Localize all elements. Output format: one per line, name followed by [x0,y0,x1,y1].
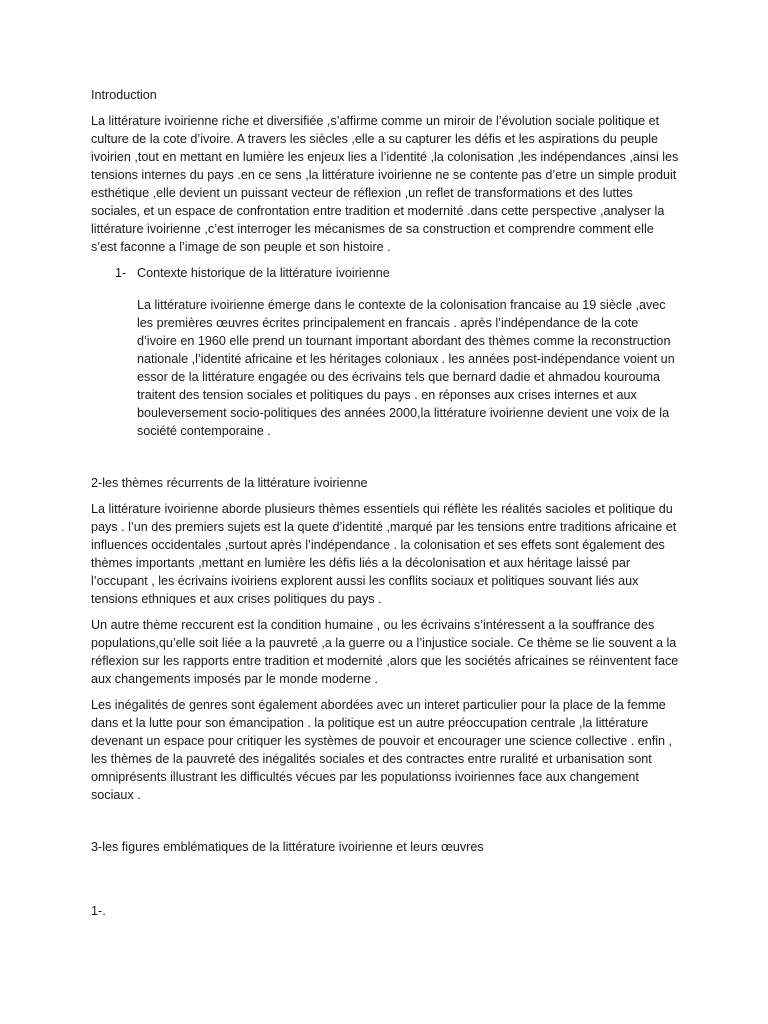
section3-list-item: 1-. [91,904,106,918]
section1-number: 1- [115,266,127,280]
document-page [91,86,681,920]
section2-paragraph-3: Les inégalités de genres sont également abordées avec un interet particulier pour la place de la femme dans et la lutte pour son émancipation . la politique est un autre préoccupation centrale ,la littérature devenant un espace pour critiquer les systèmes de pouvoir et encourager une science collective . enfin , les thèmes de la pauvreté des inégalités sociales et des contractes entre ruralité et urbanisation sont omniprésents illustrant les difficultés vécues par les populationss ivoiriennes face aux changement sociaux . [91,698,673,802]
section2-paragraph-1: La littérature ivoirienne aborde plusieurs thèmes essentiels qui réflète les réalités sacioles et politique du pays . l’un des premiers sujets est la quete d’identité ,marqué par les tensions entre traditions africaine et influences occidentales ,surtout après l’indépendance . la colonisation et ses effets sont également des thèmes importants ,mettant en lumière les défis liés a la décolonisation et aux héritage laissé par l’occupant , les écrivains ivoiriens explorent aussi les conflits sociaux et politiques souvant liés aux tensions ethniques et aux crises politiques du pays . [91,502,677,606]
section2-heading: 2-les thèmes récurrents de la littérature ivoirienne [91,476,368,490]
section2-paragraph-2: Un autre thème reccurent est la condition humaine , ou les écrivains s’intéressent a la souffrance des populations,qu’elle soit liée a la pauvreté ,a la guerre ou a l’injustice sociale. Ce thème se lie souvent a la réflexion sur les rapports entre tradition et modernité ,alors que les sociétés africaines se réinventent face aux changements imposés par le monde moderne . [91,618,679,686]
section3-heading: 3-les figures emblématiques de la littérature ivoirienne et leurs œuvres [91,840,484,854]
section1-title: Contexte historique de la littérature ivoirienne [137,266,390,280]
section1-paragraph: La littérature ivoirienne émerge dans le contexte de la colonisation francaise au 19 siècle ,avec les premières œuvres écrites principalement en francais . après l’indépendance de la cote d’ivoire en 1960 elle prend un tournant important abordant des thèmes comme la reconstruction nationale ,l’identité africaine et les héritages coloniaux . les années post-indépendance voient un essor de la littérature engagée ou des écrivains tels que bernard dadie et ahmadou kourouma traitent des tension sociales et politiques du pays . en réponses aux crises internes et aux bouleversement socio-politiques des années 2000,la littérature ivoirienne devient une voix de la société contemporaine . [137,298,675,438]
section1-heading [115,264,681,282]
intro-title: Introduction [91,88,157,102]
intro-paragraph: La littérature ivoirienne riche et diversifiée ,s’affirme comme un miroir de l’évolution sociale politique et culture de la cote d’ivoire. A travers les siècles ,elle a su capturer les défis et les aspirations du peuple ivoirien ,tout en mettant en lumière les enjeux lies a l’identité ,la colonisation ,les indépendances ,ainsi les tensions internes du pays .en ce sens ,la littérature ivoirienne ne se contente pas d’etre un simple produit esthétique ,elle devient un puissant vecteur de réflexion ,un reflet de transformations et des luttes sociales, et un espace de confrontation entre tradition et modernité .dans cette perspective ,analyser la littérature ivoirienne ,c’est interroger les mécanismes de sa construction et comprendre comment elle s’est faconne a l’image de son peuple et son histoire . [91,114,679,254]
